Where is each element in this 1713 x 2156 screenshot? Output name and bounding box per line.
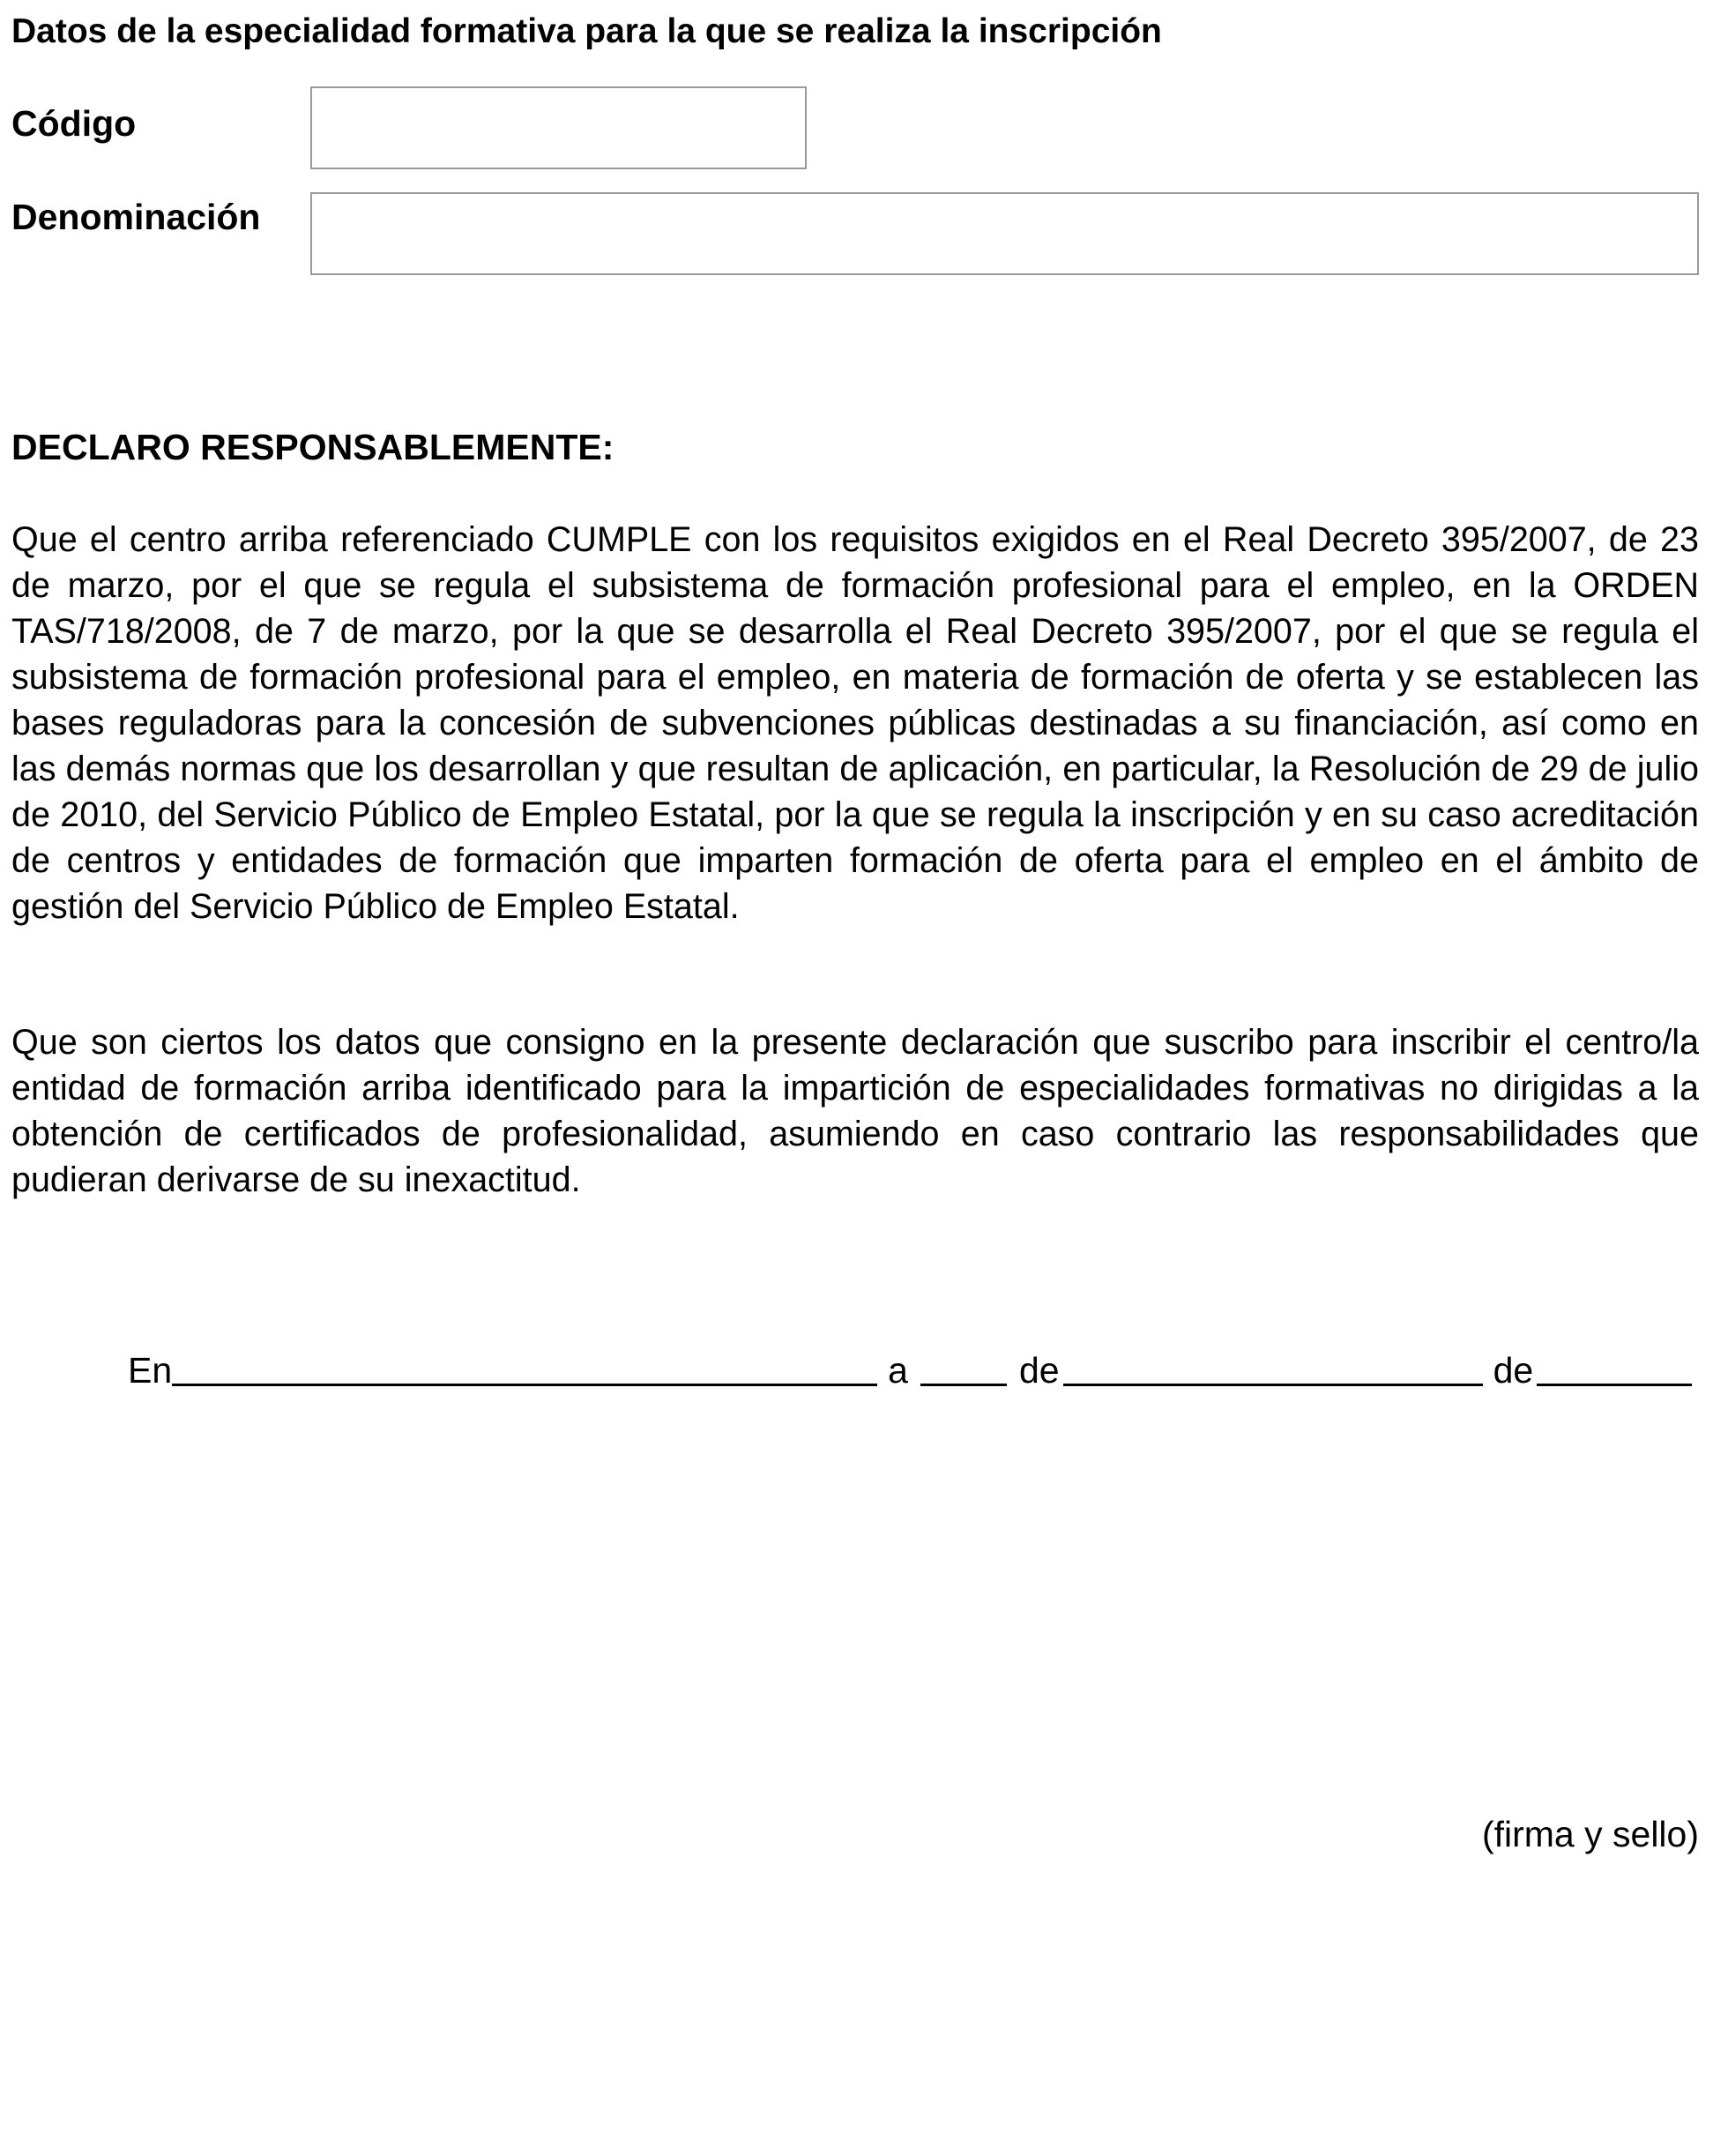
date-word-a: a bbox=[888, 1350, 908, 1391]
date-word-de-2: de bbox=[1493, 1350, 1534, 1391]
denominacion-input[interactable] bbox=[310, 192, 1699, 275]
codigo-input[interactable] bbox=[310, 86, 807, 169]
day-blank[interactable] bbox=[920, 1348, 1007, 1386]
year-blank[interactable] bbox=[1537, 1348, 1692, 1386]
place-blank[interactable] bbox=[172, 1348, 877, 1386]
section-title: Datos de la especialidad formativa para la que se realiza la inscripción bbox=[11, 12, 1162, 50]
date-word-de-1: de bbox=[1018, 1350, 1060, 1391]
declaration-paragraph-1: Que el centro arriba referenciado CUMPLE con los requisitos exigidos en el Real Decreto 395/2007, de 23 de marzo, por el que se regula el subsistema de formación profesional para el empleo, en la ORDEN TAS/718/2008, de 7 de marzo, por la que se desarrolla el Real Decreto 395/2007, por el que se regula el subsistema de formación profesional para el empleo, en materia de formación de oferta y se establecen las bases reguladoras para la concesión de subvenciones públicas destinadas a su financiación, así como en las demás normas que los desarrollan y que resultan de aplicación, en particular, la Resolución de 29 de julio de 2010, del Servicio Público de Empleo Estatal, por la que se regula la inscripción y en su caso acreditación de centros y entidades de formación que imparten formación de oferta para el empleo en el ámbito de gestión del Servicio Público de Empleo Estatal. bbox=[11, 520, 1699, 926]
declaration-paragraph-2: Que son ciertos los datos que consigno en la presente declaración que suscribo para inscribir el centro/la entidad de formación arriba identificado para la impartición de especialidades formativas no dirigidas a la obtención de certificados de profesionalidad, asumiendo en caso contrario las responsabilidades que pudieran derivarse de su inexactitud. bbox=[11, 1023, 1699, 1199]
denominacion-label: Denominación bbox=[11, 197, 261, 237]
date-line bbox=[128, 1342, 1699, 1391]
date-word-en: En bbox=[128, 1350, 173, 1391]
codigo-label: Código bbox=[11, 103, 137, 144]
declaration-heading: DECLARO RESPONSABLEMENTE: bbox=[11, 427, 614, 467]
month-blank[interactable] bbox=[1063, 1348, 1483, 1386]
signature-label: (firma y sello) bbox=[1481, 1814, 1699, 1854]
